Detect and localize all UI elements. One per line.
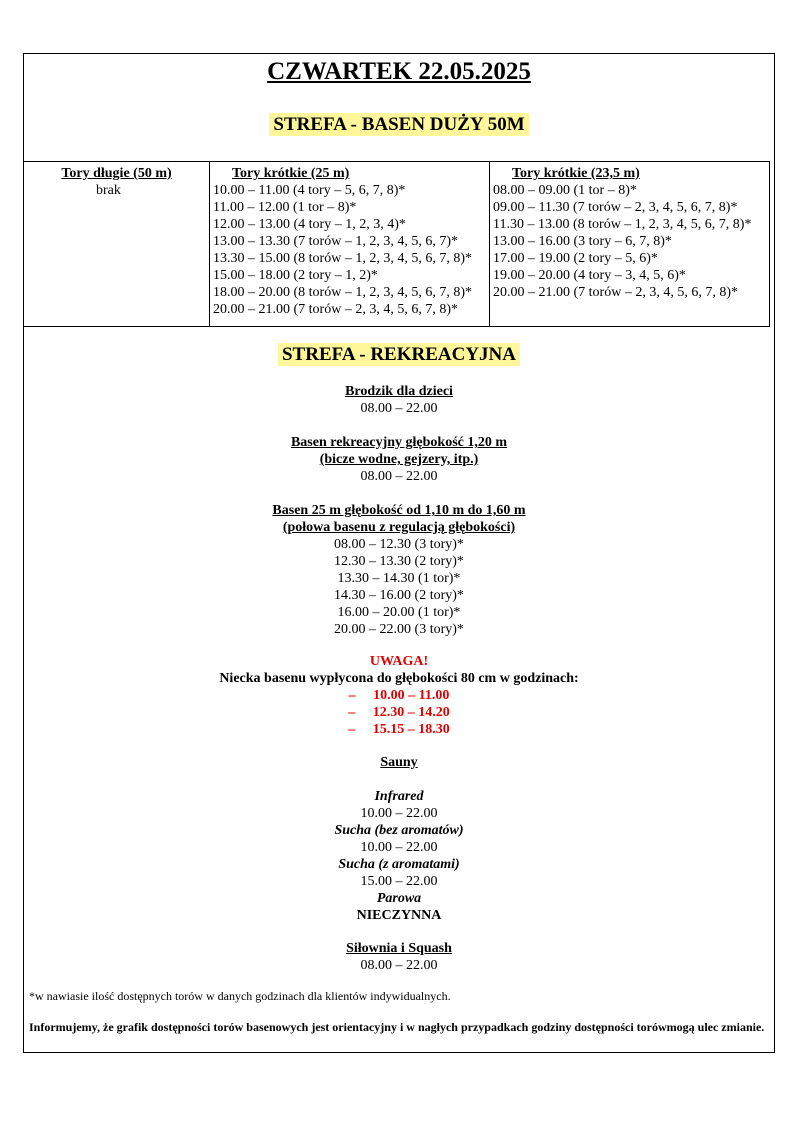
section-brodzik (24, 383, 774, 417)
column-value: brak (96, 183, 121, 198)
sauna-list (24, 788, 774, 924)
time-slot: 14.30 – 16.00 (2 tory)* (334, 588, 464, 603)
section-hours: 08.00 – 22.00 (360, 958, 438, 973)
lane-slot: 11.00 – 12.00 (1 tor – 8)* (213, 200, 357, 215)
lane-slot: 15.00 – 18.00 (2 tory – 1, 2)* (213, 268, 378, 283)
lane-slot: 09.00 – 11.30 (7 torów – 2, 3, 4, 5, 6, 7, 8)* (493, 200, 738, 215)
section-hours: 08.00 – 22.00 (360, 469, 438, 484)
lane-slot-list (210, 182, 490, 318)
sauna-name: Infrared (374, 789, 424, 804)
section-heading: Siłownia i Squash (346, 941, 452, 956)
lane-slot: 18.00 – 20.00 (8 torów – 1, 2, 3, 4, 5, 6, 7, 8)* (213, 285, 472, 300)
lane-slot: 13.30 – 15.00 (8 torów – 1, 2, 3, 4, 5, 6, 7, 8)* (213, 251, 472, 266)
sauna-name: Parowa (376, 891, 422, 906)
lane-slot-list (490, 182, 771, 301)
dash-marker: – (348, 705, 356, 720)
lanes-column-short-25 (209, 162, 490, 326)
warning-time-row (24, 704, 774, 721)
sauna-hours: 10.00 – 22.00 (360, 840, 438, 855)
page-title: CZWARTEK 22.05.2025 (267, 58, 531, 85)
footnote: *w nawiasie ilość dostępnych torów w danych godzinach dla klientów indywidualnych. (29, 989, 451, 1003)
zone-title-pool-text: STREFA - BASEN DUŻY 50M (269, 113, 528, 136)
lane-slot: 17.00 – 19.00 (2 tory – 5, 6)* (493, 251, 658, 266)
column-header: Tory krótkie (23,5 m) (512, 166, 640, 181)
section-heading: Basen 25 m głębokość od 1,10 m do 1,60 m (272, 503, 526, 518)
warning-time-row (24, 687, 774, 704)
section-hours: 08.00 – 22.00 (360, 401, 438, 416)
dash-marker: – (348, 722, 356, 737)
warning-time: 12.30 – 14.20 (372, 705, 450, 720)
lanes-column-long (24, 162, 209, 326)
lane-slot: 12.00 – 13.00 (4 tory – 1, 2, 3, 4)* (213, 217, 406, 232)
info-notice: Informujemy, że grafik dostępności torów basenowych jest orientacyjny i w nagłych przypadkach godziny dostępności torówmogą ulec zmianie. (29, 1020, 765, 1034)
lane-slot: 13.00 – 16.00 (3 tory – 6, 7, 8)* (493, 234, 672, 249)
section-silownia (24, 940, 774, 974)
sauna-name: Sucha (z aromatami) (338, 857, 460, 872)
section-basen-25m (24, 502, 774, 638)
section-heading: Basen rekreacyjny głębokość 1,20 m (290, 435, 508, 450)
warning-text: Niecka basenu wypłycona do głębokości 80 cm w godzinach: (219, 671, 579, 686)
section-warning (24, 653, 774, 738)
warning-label: UWAGA! (369, 654, 429, 669)
time-slot: 08.00 – 12.30 (3 tory)* (334, 537, 464, 552)
column-header: Tory krótkie (25 m) (232, 166, 350, 181)
dash-marker: – (348, 688, 356, 703)
column-header: Tory długie (50 m) (61, 166, 172, 181)
time-slot: 20.00 – 22.00 (3 tory)* (334, 622, 464, 637)
time-slot: 13.30 – 14.30 (1 tor)* (337, 571, 461, 586)
zone-title-recreation-text: STREFA - REKREACYJNA (278, 343, 520, 366)
lane-slot: 11.30 – 13.00 (8 torów – 1, 2, 3, 4, 5, 6, 7, 8)* (493, 217, 752, 232)
lanes-table (24, 161, 770, 327)
sauna-hours: 15.00 – 22.00 (360, 874, 438, 889)
section-sauny (24, 754, 774, 771)
section-basen-rekreacyjny (24, 434, 774, 485)
section-subheading: (bicze wodne, gejzery, itp.) (319, 452, 479, 467)
lane-slot: 08.00 – 09.00 (1 tor – 8)* (493, 183, 637, 198)
lane-slot: 13.00 – 13.30 (7 torów – 1, 2, 3, 4, 5, 6, 7)* (213, 234, 458, 249)
lane-slot: 20.00 – 21.00 (7 torów – 2, 3, 4, 5, 6, 7, 8)* (213, 302, 458, 317)
lane-slot: 20.00 – 21.00 (7 torów – 2, 3, 4, 5, 6, 7, 8)* (493, 285, 738, 300)
sauna-hours: 10.00 – 22.00 (360, 806, 438, 821)
sauna-status: NIECZYNNA (356, 908, 442, 923)
zone-title-recreation (24, 344, 774, 366)
section-heading: Sauny (380, 755, 418, 770)
warning-time-row (24, 721, 774, 738)
lane-slot: 10.00 – 11.00 (4 tory – 5, 6, 7, 8)* (213, 183, 406, 198)
lane-slot: 19.00 – 20.00 (4 tory – 3, 4, 5, 6)* (493, 268, 686, 283)
time-slot: 12.30 – 13.30 (2 tory)* (334, 554, 464, 569)
section-subheading: (połowa basenu z regulacją głębokości) (282, 520, 516, 535)
section-heading: Brodzik dla dzieci (345, 384, 453, 399)
warning-time: 10.00 – 11.00 (373, 688, 450, 703)
lanes-column-short-23-5 (489, 162, 771, 326)
warning-time: 15.15 – 18.30 (372, 722, 450, 737)
zone-title-pool (24, 114, 774, 136)
sauna-name: Sucha (bez aromatów) (334, 823, 464, 838)
time-slot: 16.00 – 20.00 (1 tor)* (337, 605, 461, 620)
schedule-page (23, 53, 775, 1053)
